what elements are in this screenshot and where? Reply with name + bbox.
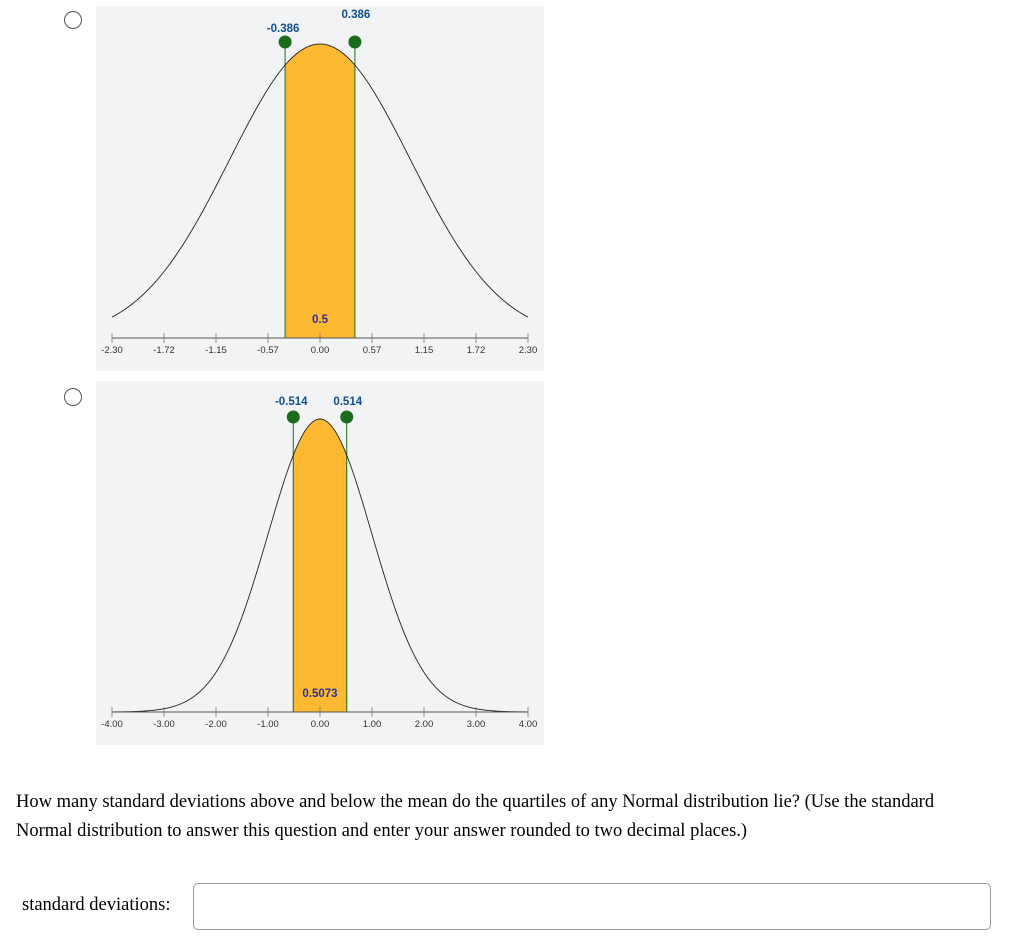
x-tick-label: -3.00 xyxy=(153,719,175,730)
x-tick-label: -4.00 xyxy=(101,719,123,730)
upper-bound-handle[interactable] xyxy=(348,36,361,49)
lower-bound-label: -0.514 xyxy=(274,396,308,408)
option-2-radio[interactable] xyxy=(64,388,82,406)
x-tick-label: 0.00 xyxy=(310,719,330,730)
option-2-normal-chart xyxy=(96,381,544,745)
x-tick-label: 0.57 xyxy=(362,345,382,356)
option-2-chart-svg xyxy=(96,381,544,745)
option-1-chart-svg xyxy=(96,6,544,371)
x-tick-label: -1.15 xyxy=(205,345,227,356)
x-tick-label: 2.00 xyxy=(414,719,434,730)
lower-bound-label: -0.386 xyxy=(266,23,300,35)
standard-deviations-input[interactable] xyxy=(193,883,991,930)
x-tick-label: -0.57 xyxy=(257,345,279,356)
area-label: 0.5073 xyxy=(302,688,338,700)
lower-bound-handle[interactable] xyxy=(279,36,292,49)
upper-bound-label: 0.386 xyxy=(341,9,371,21)
x-tick-label: 1.72 xyxy=(466,345,486,356)
upper-bound-label: 0.514 xyxy=(333,396,363,408)
answer-label: standard deviations: xyxy=(22,895,171,915)
upper-bound-handle[interactable] xyxy=(340,411,353,424)
shaded-area xyxy=(293,419,346,712)
x-tick-label: 3.00 xyxy=(466,719,486,730)
x-tick-label: 1.15 xyxy=(414,345,434,356)
lower-bound-handle[interactable] xyxy=(287,411,300,424)
shaded-area xyxy=(285,44,355,338)
option-1-radio[interactable] xyxy=(64,11,82,29)
x-tick-label: -2.30 xyxy=(101,345,123,356)
x-tick-label: -1.72 xyxy=(153,345,175,356)
x-tick-label: 2.30 xyxy=(518,345,538,356)
x-tick-label: -1.00 xyxy=(257,719,279,730)
question-text: How many standard deviations above and below the mean do the quartiles of any Normal distribution lie? (Use the standard Normal distribution to answer this question and enter your answer rounded to two decimal places.) xyxy=(16,792,935,841)
option-1-normal-chart xyxy=(96,6,544,371)
area-label: 0.5 xyxy=(312,314,328,326)
x-tick-label: 0.00 xyxy=(310,345,330,356)
x-tick-label: 1.00 xyxy=(362,719,382,730)
x-tick-label: -2.00 xyxy=(205,719,227,730)
x-tick-label: 4.00 xyxy=(518,719,538,730)
